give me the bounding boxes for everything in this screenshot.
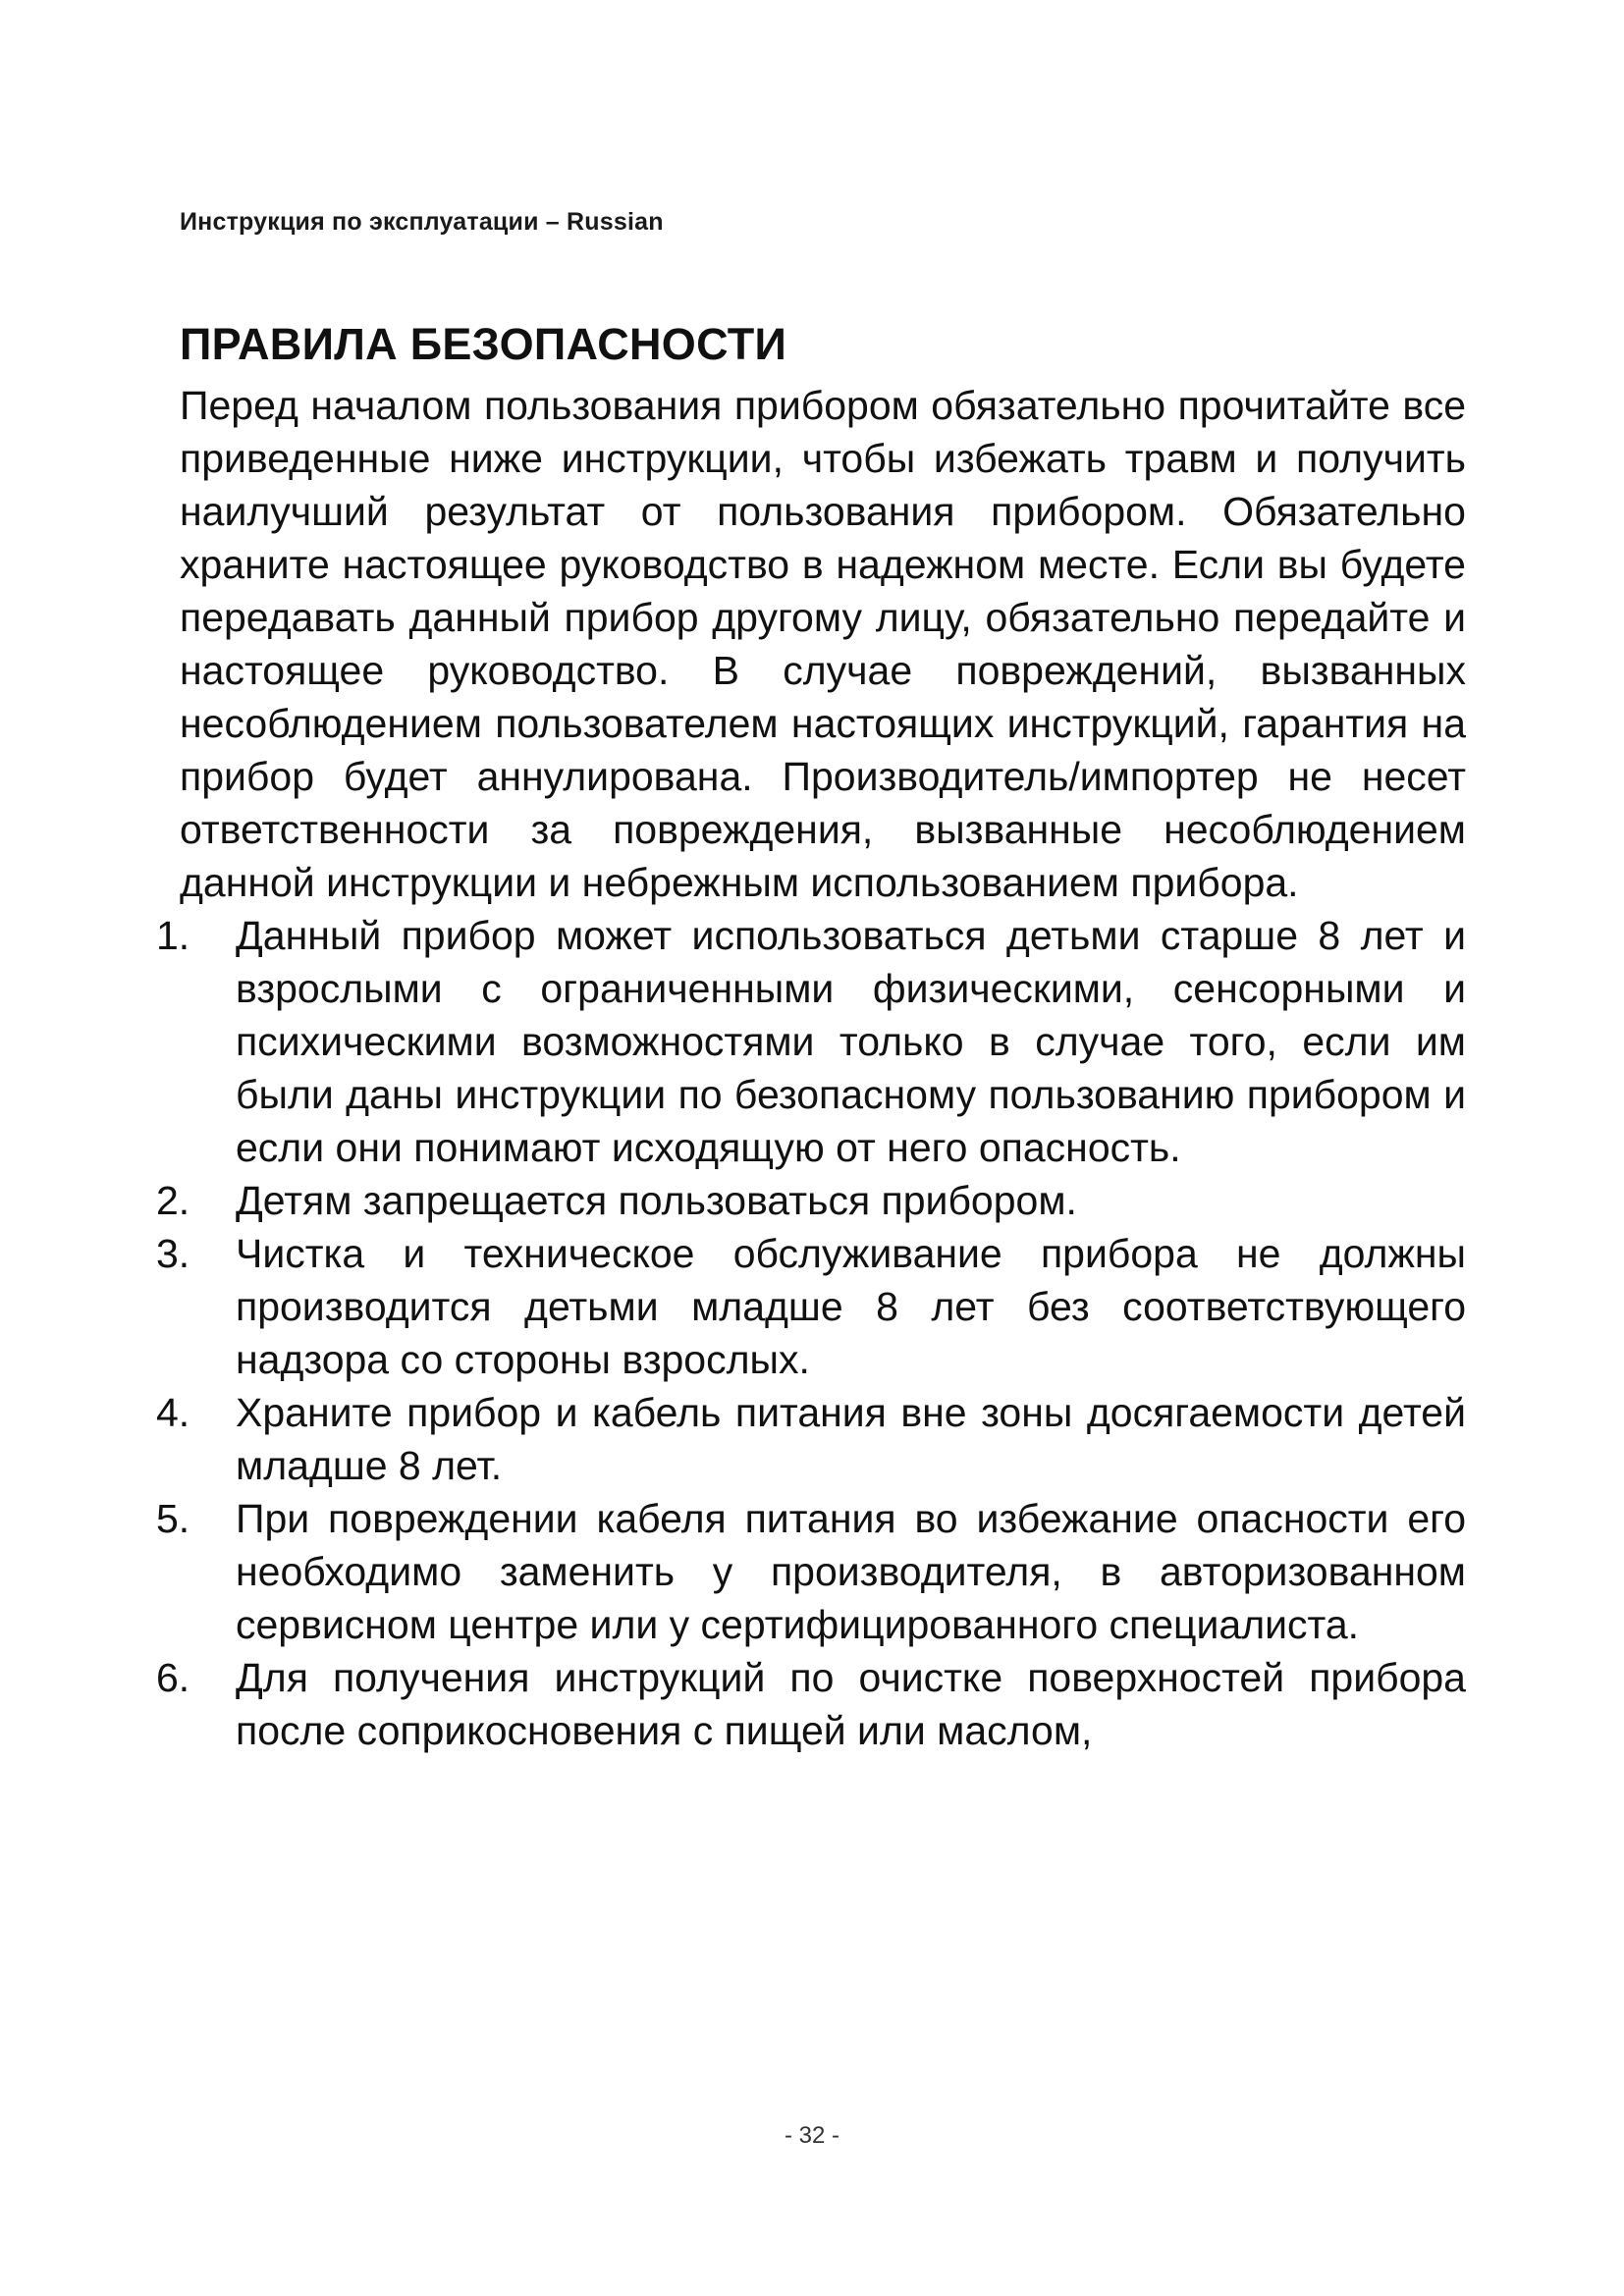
list-item-text: Чистка и техническое обслуживание прибора не должны производится детьми младше 8 лет без соответствующего надзора со стороны взрослых.: [236, 1231, 1466, 1382]
list-item: [156, 1227, 1466, 1386]
list-item-number: 5.: [156, 1496, 190, 1541]
list-item: [156, 1492, 1466, 1651]
list-item: [156, 1651, 1466, 1757]
list-item: [156, 909, 1466, 1174]
page-content: [156, 316, 1466, 1757]
running-header: Инструкция по эксплуатации – Russian: [180, 208, 664, 236]
list-item: [156, 1386, 1466, 1492]
list-item: [156, 1174, 1466, 1227]
list-item-text: Данный прибор может использоваться детьми старше 8 лет и взрослыми с ограниченными физическими, сенсорными и психическими возможностями только в случае того, если им были даны инструкции по безопасному пользованию прибором и если они понимают исходящую от него опасность.: [236, 913, 1466, 1170]
list-item-text: Для получения инструкций по очистке поверхностей прибора после соприкосновения с пищей или маслом,: [236, 1655, 1466, 1753]
list-item-text: Детям запрещается пользоваться прибором.: [236, 1178, 1077, 1223]
page-number: - 32 -: [784, 2122, 839, 2149]
list-item-number: 4.: [156, 1390, 190, 1435]
list-item-text: Храните прибор и кабель питания вне зоны досягаемости детей младше 8 лет.: [236, 1390, 1466, 1488]
list-item-text: При повреждении кабеля питания во избежание опасности его необходимо заменить у производителя, в авторизованном сервисном центре или у сертифицированного специалиста.: [236, 1496, 1466, 1647]
list-item-number: 2.: [156, 1178, 190, 1223]
section-title: ПРАВИЛА БЕЗОПАСНОСТИ: [180, 319, 787, 369]
intro-paragraph: Перед началом пользования прибором обязательно прочитайте все приведенные ниже инструкции, чтобы избежать травм и получить наилучший результат от пользования прибором. Обязательно храните настоящее руководство в надежном месте. Если вы будете передавать данный прибор другому лицу, обязательно передайте и настоящее руководство. В случае повреждений, вызванных несоблюдением пользователем настоящих инструкций, гарантия на прибор будет аннулирована. Производитель/импортер не несет ответственности за повреждения, вызванные несоблюдением данной инструкции и небрежным использованием прибора.: [180, 383, 1466, 905]
list-item-number: 6.: [156, 1655, 190, 1700]
list-item-number: 3.: [156, 1231, 190, 1276]
safety-rules-list: [156, 909, 1466, 1757]
list-item-number: 1.: [156, 913, 190, 958]
